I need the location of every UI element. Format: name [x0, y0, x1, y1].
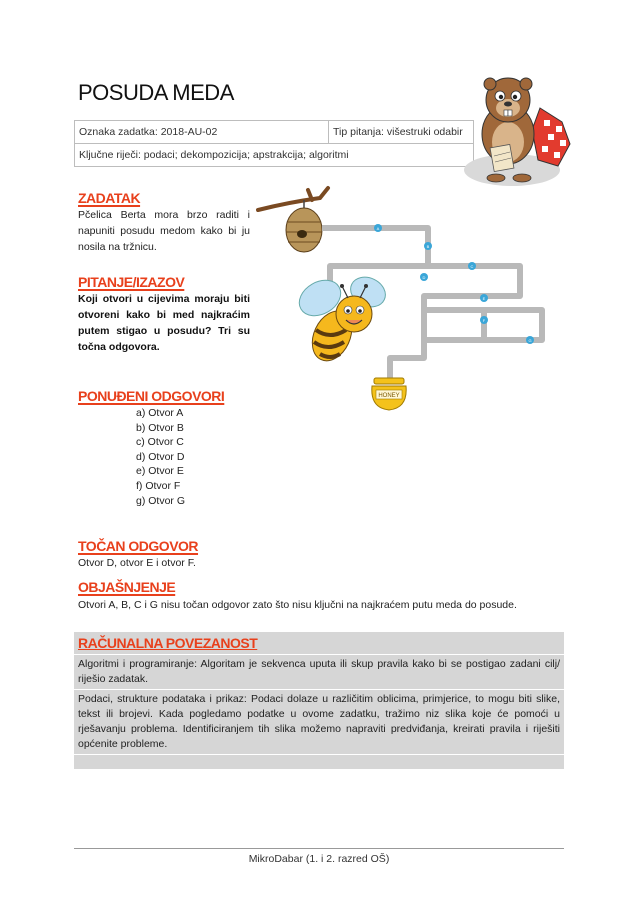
keywords: Ključne riječi: podaci; dekompozicija; apstrakcija; algoritmi [75, 144, 474, 167]
valve-e [480, 294, 488, 302]
answer-option-g: g) Otvor G [136, 494, 186, 507]
svg-text:HONEY: HONEY [378, 393, 400, 399]
answer-option-a: a) Otvor A [136, 407, 184, 419]
computational-connection-box [74, 632, 564, 769]
answer-option-e: e) Otvor E [136, 465, 184, 478]
footer-divider [74, 848, 564, 849]
beaver-mascot [462, 70, 582, 190]
valve-b [424, 242, 432, 250]
task-code: Oznaka zadatka: 2018-AU-02 [75, 121, 329, 144]
answer-list [136, 406, 185, 508]
question-type: Tip pitanja: višestruki odabir [329, 121, 474, 144]
valve-c [468, 262, 476, 270]
answer-option-f: f) Otvor F [136, 479, 181, 492]
svg-text:C: C [470, 264, 474, 269]
task-heading: ZADATAK [78, 190, 141, 206]
computational-heading: RAČUNALNA POVEZANOST [78, 635, 258, 651]
task-info-table [74, 120, 474, 167]
correct-answer-text: Otvor D, otvor E i otvor F. [78, 557, 196, 569]
page-title: POSUDA MEDA [78, 80, 234, 105]
question-text: Koji otvori u cijevima moraju biti otvoreni kako bi med najkraćim putem stigao u posudu? Tri su točna odgovora. [78, 293, 250, 353]
branch-icon [258, 188, 328, 210]
valve-a [374, 224, 382, 232]
svg-text:D: D [422, 275, 426, 280]
explanation-heading: OBJAŠNJENJE [78, 579, 176, 595]
answer-option-c: c) Otvor C [136, 436, 184, 449]
task-text: Pčelica Berta mora brzo raditi i napuniti posudu medom kako bi ju nosila na tržnicu. [78, 209, 250, 253]
algorithms-paragraph: Algoritmi i programiranje: Algoritam je sekvenca uputa ili skup pravila kako bi se postigao zadani cilj/ riješio zadatak. [74, 655, 564, 690]
bee-icon [293, 272, 390, 367]
data-paragraph: Podaci, strukture podataka i prikaz: Podaci dolaze u različitim oblicima, primjerice, to mogu biti slike, tekst ili brojevi. Kada pogledamo podatke u ovome zadatku, tražimo niz slika koje će pomoći u rješavanju problema. Identificiranjem tih slika možemo napraviti predviđanja, kreirati pravila i riješiti općenite probleme. [74, 690, 564, 755]
answer-option-b: b) Otvor B [136, 421, 184, 434]
valve-d [420, 273, 428, 281]
footer: MikroDabar (1. i 2. razred OŠ) [248, 853, 390, 865]
explanation-text: Otvori A, B, C i G nisu točan odgovor zato što nisu ključni na najkraćem putu meda do posude. [78, 599, 517, 611]
valve-f [480, 316, 488, 324]
beehive-icon [286, 200, 322, 252]
svg-text:F: F [482, 318, 486, 323]
honey-pipes-illustration [250, 180, 550, 410]
svg-text:A: A [376, 226, 380, 231]
svg-text:E: E [482, 296, 486, 301]
question-heading: PITANJE/IZAZOV [78, 274, 185, 290]
correct-answer-heading: TOČAN ODGOVOR [78, 538, 199, 554]
answer-option-d: d) Otvor D [136, 450, 185, 463]
valve-g [526, 336, 534, 344]
answers-heading: PONUĐENI ODGOVORI [78, 388, 225, 404]
svg-text:G: G [528, 338, 532, 343]
honey-jar-icon [372, 378, 406, 410]
svg-text:B: B [426, 244, 430, 249]
